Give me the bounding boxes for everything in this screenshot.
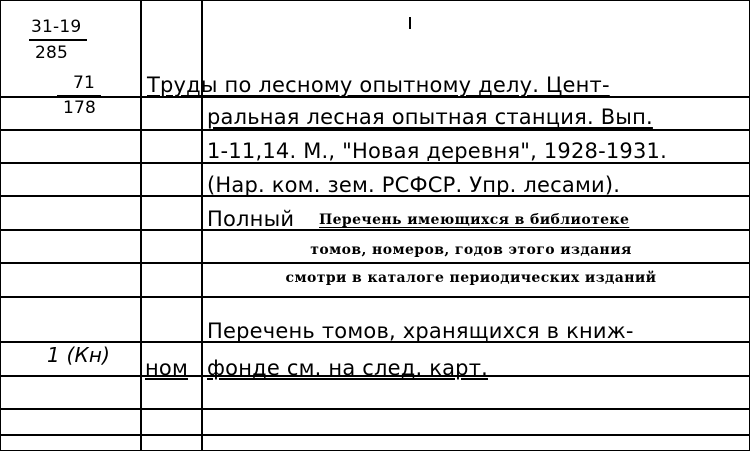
imprint-line: 1-11,14. М., "Новая деревня", 1928-1931.	[207, 139, 667, 163]
completeness-note: Полный	[207, 207, 295, 231]
ruled-line	[1, 262, 749, 264]
stamp-line-3: смотри в каталоге периодических изданий	[285, 270, 657, 286]
fraction-line	[57, 95, 101, 97]
ruled-line	[1, 296, 749, 298]
margin-mark: 1 (Кн)	[47, 343, 111, 367]
margin-line-left	[140, 1, 142, 450]
volumes-note-line-1: Перечень томов, хранящихся в книж-	[207, 319, 634, 343]
ruled-line	[1, 229, 749, 231]
volumes-note-prefix: ном	[145, 356, 189, 380]
call-number-bottom: 178	[63, 98, 97, 118]
call-number-top: 71	[73, 73, 96, 93]
title-line-1: Труды по лесному опытному делу. Цент-	[147, 73, 610, 97]
shelf-mark-top: 31-19	[31, 17, 82, 37]
ruled-line	[1, 129, 749, 131]
ruled-line	[1, 434, 749, 436]
stamp-line-1: Перечень имеющихся в библиотеке	[319, 212, 630, 228]
volumes-note-line-2: фонде см. на след. карт.	[207, 356, 489, 380]
issuer-line: (Нар. ком. зем. РСФСР. Упр. лесами).	[207, 173, 621, 197]
punch-mark	[409, 17, 411, 29]
title-line-2: ральная лесная опытная станция. Вып.	[207, 105, 653, 129]
margin-line-right	[201, 1, 203, 450]
fraction-line	[29, 39, 87, 41]
ruled-line	[1, 408, 749, 410]
stamp-line-2: томов, номеров, годов этого издания	[310, 242, 632, 258]
shelf-mark-bottom: 285	[35, 43, 69, 63]
